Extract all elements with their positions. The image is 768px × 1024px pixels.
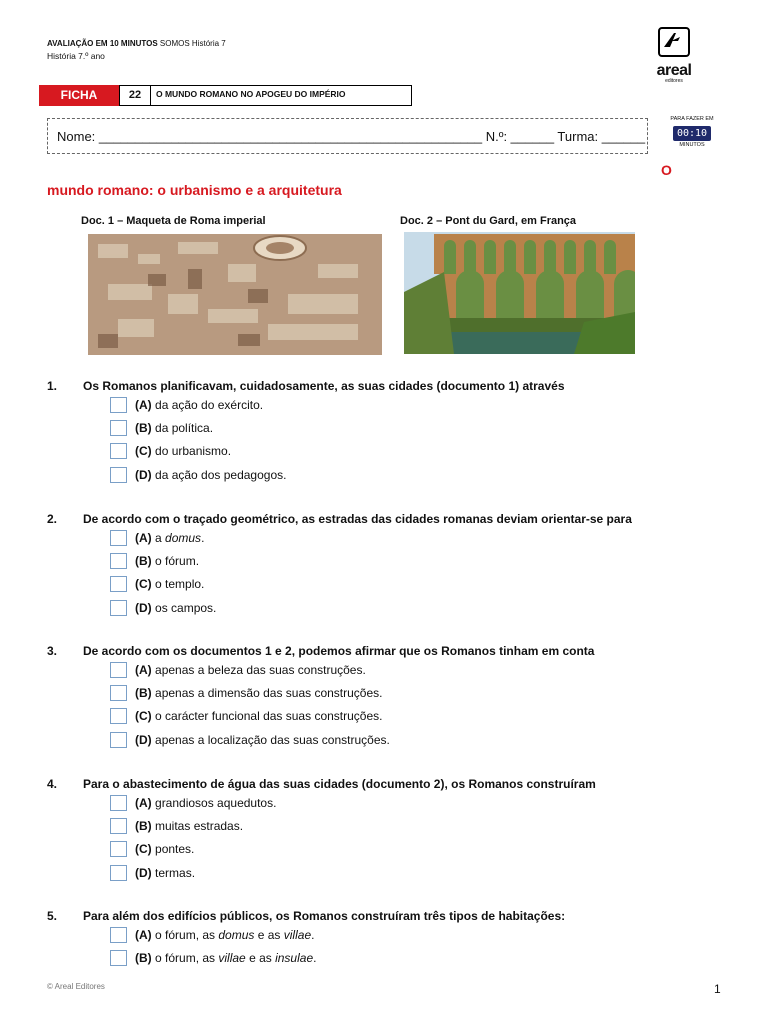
doc1-caption: Doc. 1 – Maqueta de Roma imperial [81, 215, 266, 227]
answer-option-body: o templo. [155, 577, 205, 591]
answer-option-text [135, 819, 243, 833]
question-text: Para além dos edifícios públicos, os Romanos construíram três tipos de habitações: [83, 909, 566, 923]
answer-option-text [135, 928, 314, 942]
section-title: mundo romano: o urbanismo e a arquitetura [47, 182, 342, 198]
answer-option-letter: (B) [135, 951, 152, 965]
header-series-bold: AVALIAÇÃO EM 10 MINUTOS [47, 39, 158, 48]
answer-checkbox[interactable] [110, 443, 127, 459]
footer-copyright: © Areal Editores [47, 982, 105, 991]
answer-option-body: termas. [155, 866, 196, 880]
answer-option-letter: (B) [135, 819, 152, 833]
answer-checkbox[interactable] [110, 662, 127, 678]
answer-option-letter: (C) [135, 842, 152, 856]
answer-option-letter: (B) [135, 421, 152, 435]
answer-option-body: o fórum. [155, 554, 200, 568]
answer-option-letter: (D) [135, 601, 152, 615]
answer-checkbox[interactable] [110, 795, 127, 811]
answer-option-letter: (B) [135, 554, 152, 568]
answer-option-text [135, 733, 390, 747]
areal-logo [646, 27, 702, 84]
answer-option-letter: (D) [135, 468, 152, 482]
answer-option-text [135, 709, 382, 723]
logo-sub: editores [665, 78, 683, 84]
timer-clock: 00:10 [673, 126, 711, 141]
logo-word: areal [656, 62, 692, 79]
answer-option-body: pontes. [155, 842, 195, 856]
question-text: De acordo com os documentos 1 e 2, podemos afirmar que os Romanos tinham em conta [83, 644, 595, 658]
answer-checkbox[interactable] [110, 397, 127, 413]
answer-checkbox[interactable] [110, 600, 127, 616]
answer-option-letter: (C) [135, 709, 152, 723]
logo-mark-icon [658, 27, 690, 57]
doc1-rome-model-image [88, 234, 382, 355]
answer-option-text [135, 468, 286, 482]
header-series [47, 39, 226, 48]
answer-option-body: apenas a beleza das suas construções. [155, 663, 366, 677]
answer-option-text [135, 531, 204, 545]
title-initial-letter: O [661, 162, 672, 178]
answer-option-body: da ação dos pedagogos. [155, 468, 287, 482]
answer-option-body: muitas estradas. [155, 819, 244, 833]
answer-checkbox[interactable] [110, 708, 127, 724]
answer-option-body: grandiosos aquedutos. [155, 796, 277, 810]
answer-option-letter: (D) [135, 866, 152, 880]
answer-option-body: o fórum, as villae e as insulae. [155, 951, 317, 965]
answer-checkbox[interactable] [110, 927, 127, 943]
answer-option-body: do urbanismo. [155, 444, 232, 458]
student-info-text: Nome: _____________________________________________________ N.º: ______ Turma: ______ [57, 129, 646, 144]
answer-option-body: da ação do exército. [155, 398, 264, 412]
question-number: 3. [47, 644, 58, 658]
answer-option-letter: (D) [135, 733, 152, 747]
answer-option-body: apenas a dimensão das suas construções. [155, 686, 383, 700]
answer-option-letter: (A) [135, 398, 152, 412]
answer-option-letter: (A) [135, 796, 152, 810]
answer-option-text [135, 866, 195, 880]
answer-option-body: da política. [155, 421, 214, 435]
answer-checkbox[interactable] [110, 553, 127, 569]
answer-option-text [135, 686, 383, 700]
answer-option-letter: (B) [135, 686, 152, 700]
header-grade: História 7.º ano [47, 51, 105, 61]
answer-option-text [135, 796, 276, 810]
answer-checkbox[interactable] [110, 685, 127, 701]
answer-checkbox[interactable] [110, 950, 127, 966]
answer-option-text [135, 554, 199, 568]
ficha-label: FICHA [39, 85, 119, 106]
answer-option-letter: (C) [135, 444, 152, 458]
timer-badge [668, 116, 716, 149]
answer-option-body: a domus. [155, 531, 205, 545]
answer-option-text [135, 421, 213, 435]
question-text: Os Romanos planificavam, cuidadosamente, as suas cidades (documento 1) através [83, 379, 565, 393]
answer-option-letter: (C) [135, 577, 152, 591]
ficha-title: O MUNDO ROMANO NO APOGEU DO IMPÉRIO [150, 85, 412, 106]
student-info-box[interactable] [47, 118, 648, 154]
question-text: Para o abastecimento de água das suas cidades (documento 2), os Romanos construíram [83, 777, 596, 791]
answer-option-body: o carácter funcional das suas construções. [155, 709, 383, 723]
answer-option-body: os campos. [155, 601, 217, 615]
header-series-rest: SOMOS História 7 [159, 39, 226, 48]
answer-option-text [135, 842, 194, 856]
answer-option-text [135, 663, 366, 677]
answer-option-letter: (A) [135, 928, 152, 942]
answer-option-letter: (A) [135, 663, 152, 677]
answer-checkbox[interactable] [110, 732, 127, 748]
question-number: 5. [47, 909, 58, 923]
answer-option-letter: (A) [135, 531, 152, 545]
page-number: 1 [714, 982, 721, 996]
answer-option-text [135, 398, 263, 412]
answer-option-body: apenas a localização das suas construções. [155, 733, 390, 747]
question-number: 2. [47, 512, 58, 526]
doc2-pont-du-gard-image [404, 232, 635, 354]
ficha-number: 22 [119, 85, 151, 106]
question-number: 1. [47, 379, 58, 393]
answer-checkbox[interactable] [110, 467, 127, 483]
answer-checkbox[interactable] [110, 818, 127, 834]
timer-bottom-label: MINUTOS [679, 142, 705, 148]
question-number: 4. [47, 777, 58, 791]
answer-checkbox[interactable] [110, 420, 127, 436]
answer-checkbox[interactable] [110, 530, 127, 546]
question-text: De acordo com o traçado geométrico, as estradas das cidades romanas deviam orientar-se para [83, 512, 632, 526]
doc2-caption: Doc. 2 – Pont du Gard, em França [400, 215, 577, 227]
answer-option-text [135, 577, 204, 591]
timer-top-label: PARA FAZER EM [670, 116, 714, 122]
answer-checkbox[interactable] [110, 576, 127, 592]
answer-checkbox[interactable] [110, 865, 127, 881]
answer-option-text [135, 951, 316, 965]
answer-option-body: o fórum, as domus e as villae. [155, 928, 315, 942]
answer-option-text [135, 444, 231, 458]
answer-checkbox[interactable] [110, 841, 127, 857]
answer-option-text [135, 601, 216, 615]
